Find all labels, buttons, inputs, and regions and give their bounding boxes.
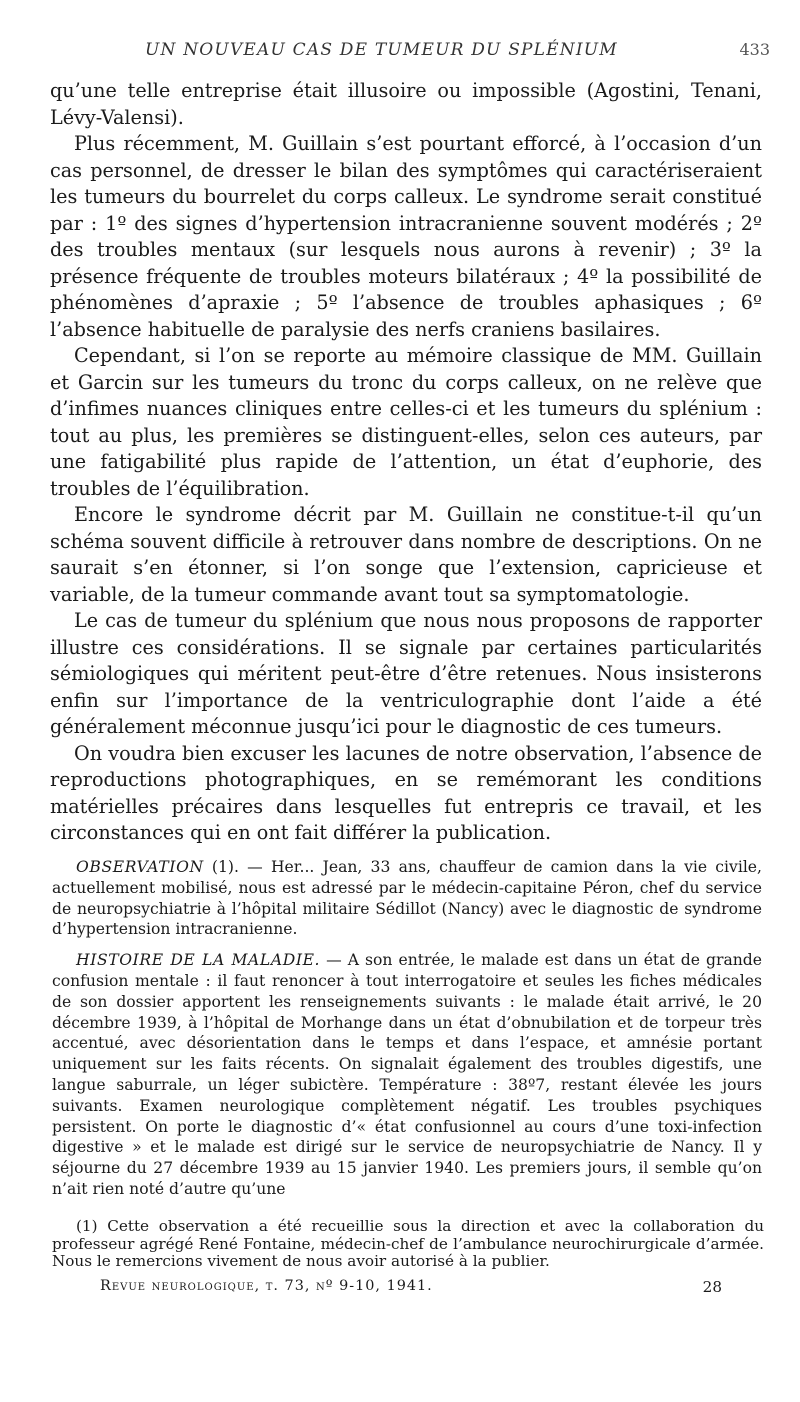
observation-section — [52, 857, 762, 1210]
footnote-text: (1) Cette observation a été recueillie sous la direction et avec la collaboration du professeur agrégé René Fontaine, médecin-chef de l’ambulance neurochirurgicale d’armée. Nous le remercions vivement de nous avoir autorisé à la publier. — [52, 1217, 764, 1271]
page-footer — [100, 1278, 722, 1300]
history-label: HISTOIRE DE LA MALADIE. — [76, 951, 321, 970]
running-header — [50, 40, 770, 66]
journal-citation: Revue neurologique, t. 73, nº 9-10, 1941. — [100, 1278, 433, 1294]
history-paragraph — [52, 950, 762, 1200]
page-number: 433 — [739, 40, 770, 59]
observation-paragraph — [52, 857, 762, 940]
sheet-number: 28 — [702, 1278, 722, 1296]
paragraph-4: Encore le syndrome décrit par M. Guillain ne constitue-t-il qu’un schéma souvent difficile à retrouver dans nombre de descriptions. On ne saurait s’en étonner, si l’on songe que l’extension, capricieuse et variable, de la tumeur commande avant tout sa symptomatologie. — [50, 503, 762, 606]
observation-text: — Her... Jean, 33 ans, chauffeur de camion dans la vie civile, actuellement mobilisé, nous est adressé par le médecin-capitaine Péron, chef du service de neuropsychiatrie à l’hôpital militaire Sédillot (Nancy) avec le diagnostic de syndrome d’hypertension intracranienne. — [52, 858, 762, 939]
paragraph-6: On voudra bien excuser les lacunes de notre observation, l’absence de reproductions photographiques, en se remémorant les conditions matérielles précaires dans lesquelles fut entrepris ce travail, et les circonstances qui en ont fait différer la publication. — [50, 741, 762, 844]
running-title: UN NOUVEAU CAS DE TUMEUR DU SPLÉNIUM — [145, 40, 618, 60]
paragraph-5: Le cas de tumeur du splénium que nous nous proposons de rapporter illustre ces considérations. Il se signale par certaines particularités sémiologiques qui méritent peut-être d’être retenues. Nous insisterons enfin sur l’importance de la ventriculographie dont l’aide a été généralement méconnue jusqu’ici pour le diagnostic de ces tumeurs. — [50, 609, 762, 738]
history-text: — A son entrée, le malade est dans un état de grande confusion mentale : il faut renoncer à tout interrogatoire et seules les fiches médicales de son dossier apportent les renseignements suivants : le malade était arrivé, le 20 décembre 1939, à l’hôpital de Morhange dans un état d’obnubilation et de torpeur très accentué, avec désorientation dans le temps et dans l’espace, et amnésie portant uniquement sur les faits récents. On signalait également des troubles digestifs, une langue saburrale, un léger subictère. Température : 38º7, restant élevée les jours suivants. Examen neurologique complètement négatif. Les troubles psychiques persistent. On porte le diagnostic d’« état confusionnel au cours d’une toxi-infection digestive » et le malade est dirigé sur le service de neuropsychiatrie de Nancy. Il y séjourne du 27 décembre 1939 au 15 janvier 1940. Les premiers jours, il semble qu’on n’ait rien noté d’autre qu’une — [52, 951, 762, 1198]
main-text — [50, 78, 762, 847]
paragraph-3: Cependant, si l’on se reporte au mémoire classique de MM. Guillain et Garcin sur les tumeurs du tronc du corps calleux, on ne relève que d’infimes nuances cliniques entre celles-ci et les tumeurs du splénium : tout au plus, les premières se distinguent-elles, selon ces auteurs, par une fatigabilité plus rapide de l’attention, un état d’euphorie, des troubles de l’équilibration. — [50, 344, 762, 500]
footnote — [52, 1218, 764, 1271]
paragraph-1: qu’une telle entreprise était illusoire ou impossible (Agostini, Tenani, Lévy-Valensi). — [50, 79, 762, 129]
observation-label: OBSERVATION — [76, 858, 204, 876]
paragraph-2: Plus récemment, M. Guillain s’est pourtant efforcé, à l’occasion d’un cas personnel, de dresser le bilan des symptômes qui caractériseraient les tumeurs du bourrelet du corps calleux. Le syndrome serait constitué par : 1º des signes d’hypertension intracranienne souvent modérés ; 2º des troubles mentaux (sur lesquels nous aurons à revenir) ; 3º la présence fréquente de troubles moteurs bilatéraux ; 4º la possibilité de phénomènes d’apraxie ; 5º l’absence de troubles aphasiques ; 6º l’absence habituelle de paralysie des nerfs craniens basilaires. — [50, 132, 762, 341]
observation-note-ref: (1). — [211, 858, 239, 876]
